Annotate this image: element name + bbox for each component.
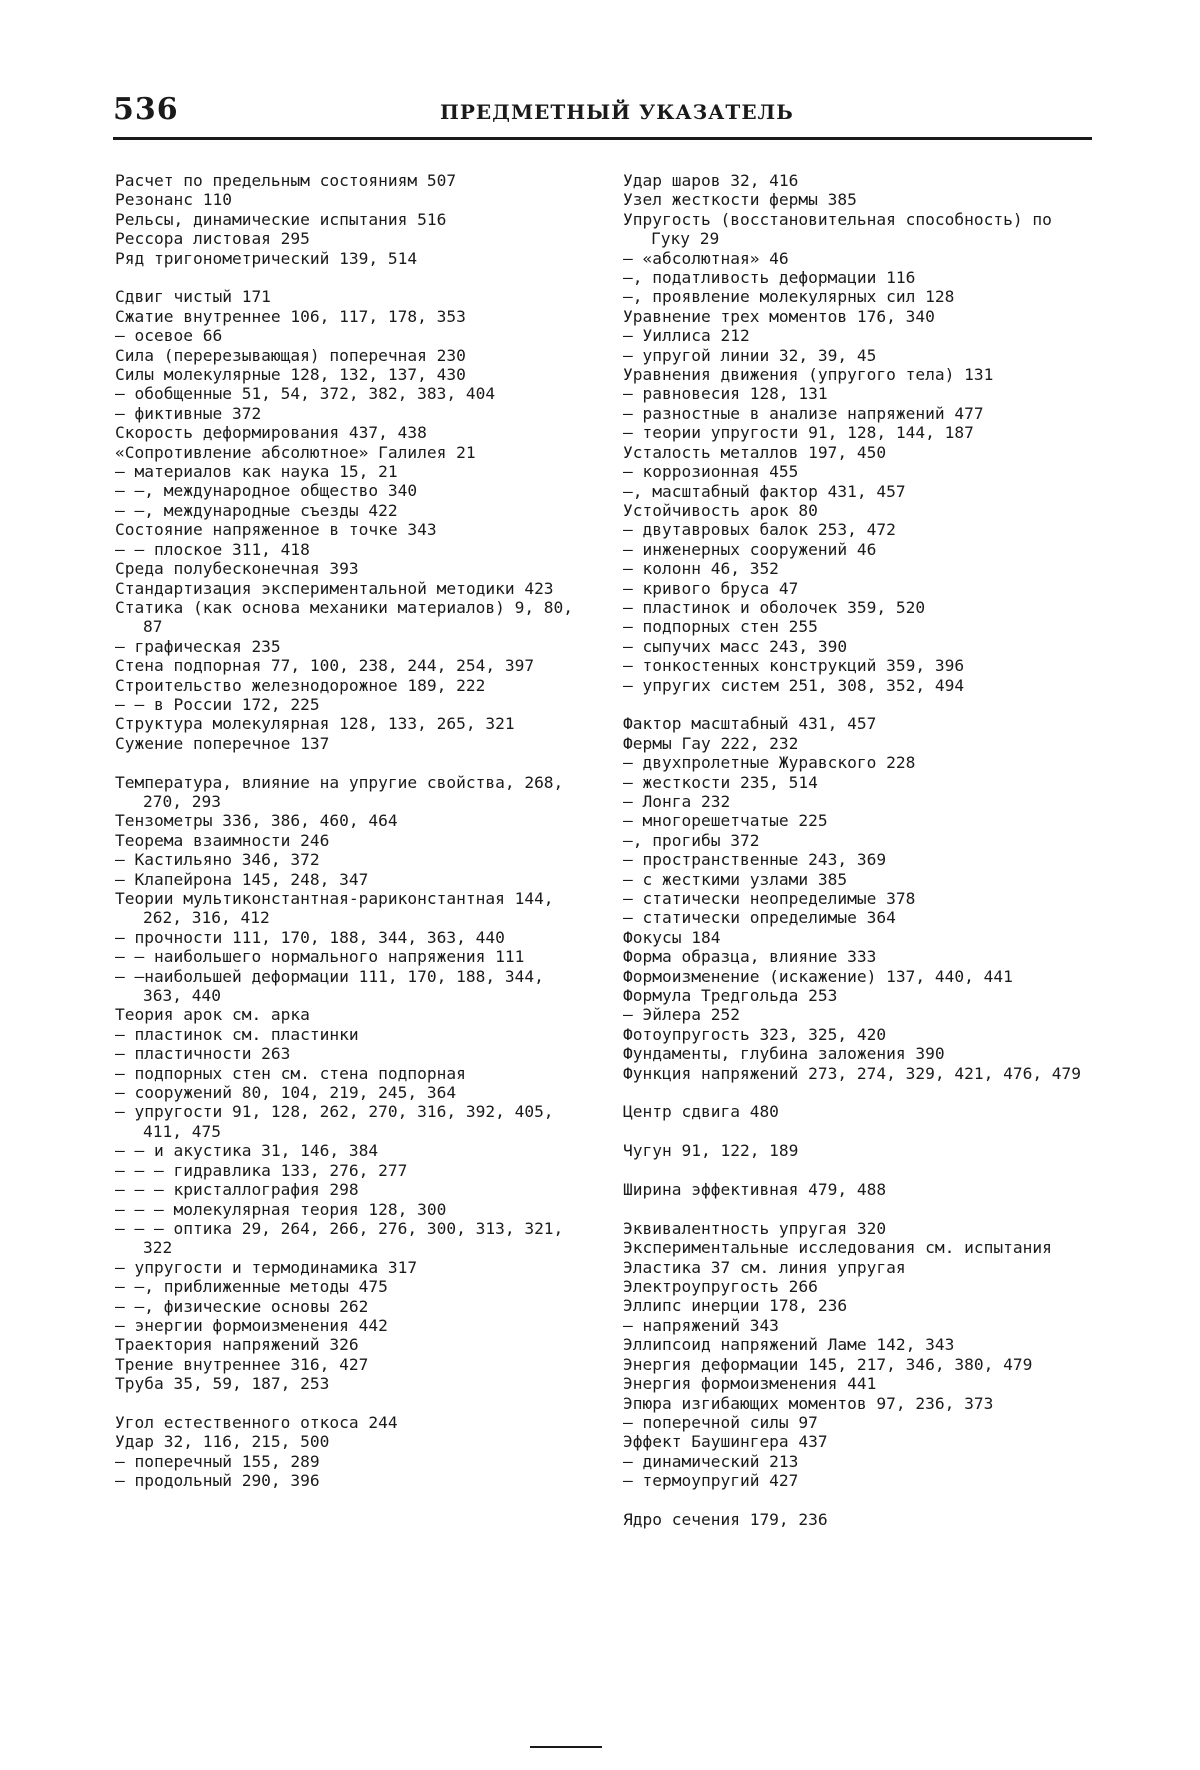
- index-entry: Сдвиг чистый 171: [115, 287, 271, 307]
- index-entry: — — плоское 311, 418: [115, 539, 310, 559]
- index-entry: — колонн 46, 352: [623, 559, 779, 579]
- index-entry: — сыпучих масс 243, 390: [623, 636, 848, 656]
- index-entry: Температура, влияние на упругие свойства, 268, 270, 293: [115, 772, 574, 811]
- index-entry: Сжатие внутреннее 106, 117, 178, 353: [115, 306, 466, 326]
- index-entry: — —, физические основы 262: [115, 1296, 369, 1316]
- index-entry: Резонанс 110: [115, 190, 232, 210]
- index-entry: Тензометры 336, 386, 460, 464: [115, 811, 398, 831]
- index-entry: Эллипс инерции 178, 236: [623, 1296, 848, 1316]
- index-entry: — многорешетчатые 225: [623, 811, 828, 831]
- index-entry: Электроупругость 266: [623, 1277, 818, 1297]
- running-title: ПРЕДМЕТНЫЙ УКАЗАТЕЛЬ: [440, 100, 794, 124]
- index-entry: Формоизменение (искажение) 137, 440, 441: [623, 966, 1013, 986]
- index-entry: — —, международное общество 340: [115, 481, 418, 501]
- index-entry: Фундаменты, глубина заложения 390: [623, 1044, 945, 1064]
- section-gap: [115, 1394, 585, 1413]
- index-entry: Устойчивость арок 80: [623, 500, 818, 520]
- index-entry: — осевое 66: [115, 326, 223, 346]
- index-entry: Рессора листовая 295: [115, 229, 310, 249]
- index-entry: — упругой линии 32, 39, 45: [623, 345, 877, 365]
- index-entry: — с жесткими узлами 385: [623, 869, 848, 889]
- index-entry: — тонкостенных конструкций 359, 396: [623, 656, 965, 676]
- index-entry: — динамический 213: [623, 1451, 799, 1471]
- index-entry: Эпюра изгибающих моментов 97, 236, 373: [623, 1393, 994, 1413]
- index-entry: — — наибольшего нормального напряжения 111: [115, 947, 525, 967]
- index-entry: — Клапейрона 145, 248, 347: [115, 869, 369, 889]
- page-number: 536: [113, 92, 179, 127]
- index-entry: Фактор масштабный 431, 457: [623, 714, 877, 734]
- index-column-right: [623, 171, 1093, 1529]
- index-entry: Энергия деформации 145, 217, 346, 380, 479: [623, 1354, 1033, 1374]
- index-entry: Чугун 91, 122, 189: [623, 1141, 799, 1161]
- index-entry: Стандартизация экспериментальной методики 423: [115, 578, 554, 598]
- index-entry: Форма образца, влияние 333: [623, 947, 877, 967]
- index-entry: — фиктивные 372: [115, 403, 262, 423]
- index-entry: — Уиллиса 212: [623, 326, 750, 346]
- section-gap: [623, 695, 1093, 714]
- index-entry: Узел жесткости фермы 385: [623, 190, 857, 210]
- index-entry: — —, международные съезды 422: [115, 500, 398, 520]
- index-entry: — — в России 172, 225: [115, 694, 320, 714]
- index-entry: Уравнение трех моментов 176, 340: [623, 306, 935, 326]
- index-entry: Центр сдвига 480: [623, 1102, 779, 1122]
- index-entry: — двухпролетные Журавского 228: [623, 753, 916, 773]
- index-column-left: [115, 171, 585, 1491]
- index-entry: — жесткости 235, 514: [623, 772, 818, 792]
- index-entry: — Лонга 232: [623, 791, 731, 811]
- section-gap: [623, 1083, 1093, 1102]
- index-entry: Силы молекулярные 128, 132, 137, 430: [115, 365, 466, 385]
- index-entry: Экспериментальные исследования см. испытания: [623, 1238, 1052, 1258]
- index-entry: «Сопротивление абсолютное» Галилея 21: [115, 442, 476, 462]
- index-entry: Рельсы, динамические испытания 516: [115, 209, 447, 229]
- index-entry: Эффект Баушингера 437: [623, 1432, 828, 1452]
- index-entry: Сужение поперечное 137: [115, 733, 330, 753]
- index-entry: Формула Тредгольда 253: [623, 986, 838, 1006]
- index-entry: Теорема взаимности 246: [115, 830, 330, 850]
- index-entry: Ядро сечения 179, 236: [623, 1509, 828, 1529]
- index-entry: — поперечный 155, 289: [115, 1451, 320, 1471]
- index-entry: — термоупругий 427: [623, 1471, 799, 1491]
- index-entry: Труба 35, 59, 187, 253: [115, 1374, 330, 1394]
- index-entry: Функция напряжений 273, 274, 329, 421, 476, 479: [623, 1063, 1082, 1083]
- index-entry: — Эйлера 252: [623, 1005, 740, 1025]
- index-entry: Расчет по предельным состояниям 507: [115, 171, 457, 190]
- index-entry: — упругости и термодинамика 317: [115, 1257, 418, 1277]
- index-entry: — пространственные 243, 369: [623, 850, 887, 870]
- index-entry: Угол естественного откоса 244: [115, 1412, 398, 1432]
- index-entry: — коррозионная 455: [623, 462, 799, 482]
- index-entry: — разностные в анализе напряжений 477: [623, 403, 984, 423]
- index-entry: Фокусы 184: [623, 927, 721, 947]
- index-entry: Ряд тригонометрический 139, 514: [115, 248, 418, 268]
- index-entry: Энергия формоизменения 441: [623, 1374, 877, 1394]
- index-entry: Строительство железнодорожное 189, 222: [115, 675, 486, 695]
- index-entry: — —, приближенные методы 475: [115, 1277, 388, 1297]
- index-entry: Эллипсоид напряжений Ламе 142, 343: [623, 1335, 955, 1355]
- index-entry: — энергии формоизменения 442: [115, 1315, 388, 1335]
- index-entry: — подпорных стен см. стена подпорная: [115, 1063, 466, 1083]
- index-entry: Удар шаров 32, 416: [623, 171, 799, 190]
- index-entry: — прочности 111, 170, 188, 344, 363, 440: [115, 927, 505, 947]
- index-entry: — поперечной силы 97: [623, 1412, 818, 1432]
- index-entry: — —наибольшей деформации 111, 170, 188, 344, 363, 440: [115, 966, 554, 1006]
- index-entry: — напряжений 343: [623, 1315, 779, 1335]
- index-entry: —, податливость деформации 116: [623, 268, 916, 288]
- index-entry: — Кастильяно 346, 372: [115, 850, 320, 870]
- index-entry: Трение внутреннее 316, 427: [115, 1354, 369, 1374]
- section-gap: [623, 1199, 1093, 1218]
- index-entry: Состояние напряженное в точке 343: [115, 520, 437, 540]
- index-entry: — упругости 91, 128, 262, 270, 316, 392, 405, 411, 475: [115, 1102, 564, 1141]
- index-entry: — материалов как наука 15, 21: [115, 462, 398, 482]
- index-entry: Ширина эффективная 479, 488: [623, 1180, 887, 1200]
- index-entry: Сила (перерезывающая) поперечная 230: [115, 345, 466, 365]
- index-entry: Стена подпорная 77, 100, 238, 244, 254, 397: [115, 656, 535, 676]
- index-entry: Теории мультиконстантная-рариконстантная 144, 262, 316, 412: [115, 889, 564, 928]
- section-gap: [623, 1161, 1093, 1180]
- index-entry: — — — молекулярная теория 128, 300: [115, 1199, 447, 1219]
- index-entry: Фермы Гау 222, 232: [623, 733, 799, 753]
- index-entry: — — и акустика 31, 146, 384: [115, 1141, 379, 1161]
- index-entry: — подпорных стен 255: [623, 617, 818, 637]
- index-entry: — продольный 290, 396: [115, 1471, 320, 1491]
- index-entry: — — — гидравлика 133, 276, 277: [115, 1160, 408, 1180]
- section-gap: [115, 753, 585, 772]
- index-entry: Упругость (восстановительная способность) по Гуку 29: [623, 209, 1062, 249]
- index-entry: — пластинок см. пластинки: [115, 1024, 359, 1044]
- section-gap: [115, 268, 585, 287]
- section-gap: [623, 1122, 1093, 1141]
- index-entry: Скорость деформирования 437, 438: [115, 423, 427, 443]
- index-entry: — двутавровых балок 253, 472: [623, 520, 896, 540]
- index-entry: Эквивалентность упругая 320: [623, 1218, 887, 1238]
- index-entry: — — — оптика 29, 264, 266, 276, 300, 313, 321, 322: [115, 1218, 574, 1258]
- index-entry: — сооружений 80, 104, 219, 245, 364: [115, 1083, 457, 1103]
- index-entry: — статически определимые 364: [623, 908, 896, 928]
- section-gap: [623, 1491, 1093, 1510]
- index-entry: Фотоупругость 323, 325, 420: [623, 1024, 887, 1044]
- index-entry: — пластинок и оболочек 359, 520: [623, 597, 926, 617]
- index-entry: Структура молекулярная 128, 133, 265, 321: [115, 714, 515, 734]
- index-entry: — обобщенные 51, 54, 372, 382, 383, 404: [115, 384, 496, 404]
- index-entry: Траектория напряжений 326: [115, 1335, 359, 1355]
- index-entry: — упругих систем 251, 308, 352, 494: [623, 675, 965, 695]
- index-entry: — графическая 235: [115, 636, 281, 656]
- index-entry: Усталость металлов 197, 450: [623, 442, 887, 462]
- index-entry: Уравнения движения (упругого тела) 131: [623, 365, 994, 385]
- index-entry: — кривого бруса 47: [623, 578, 799, 598]
- index-entry: — теории упругости 91, 128, 144, 187: [623, 423, 974, 443]
- index-entry: — статически неопределимые 378: [623, 889, 916, 909]
- index-entry: Среда полубесконечная 393: [115, 559, 359, 579]
- index-entry: —, масштабный фактор 431, 457: [623, 481, 906, 501]
- header-rule: [113, 137, 1092, 140]
- index-entry: —, проявление молекулярных сил 128: [623, 287, 955, 307]
- index-entry: — «абсолютная» 46: [623, 248, 789, 268]
- index-entry: — — — кристаллография 298: [115, 1180, 359, 1200]
- index-entry: —, прогибы 372: [623, 830, 760, 850]
- index-entry: Удар 32, 116, 215, 500: [115, 1432, 330, 1452]
- index-entry: — пластичности 263: [115, 1044, 291, 1064]
- index-entry: — инженерных сооружений 46: [623, 539, 877, 559]
- index-entry: — равновесия 128, 131: [623, 384, 828, 404]
- index-entry: Теория арок см. арка: [115, 1005, 310, 1025]
- index-entry: Статика (как основа механики материалов) 9, 80, 87: [115, 597, 583, 637]
- end-rule: [530, 1746, 602, 1748]
- index-entry: Эластика 37 см. линия упругая: [623, 1257, 906, 1277]
